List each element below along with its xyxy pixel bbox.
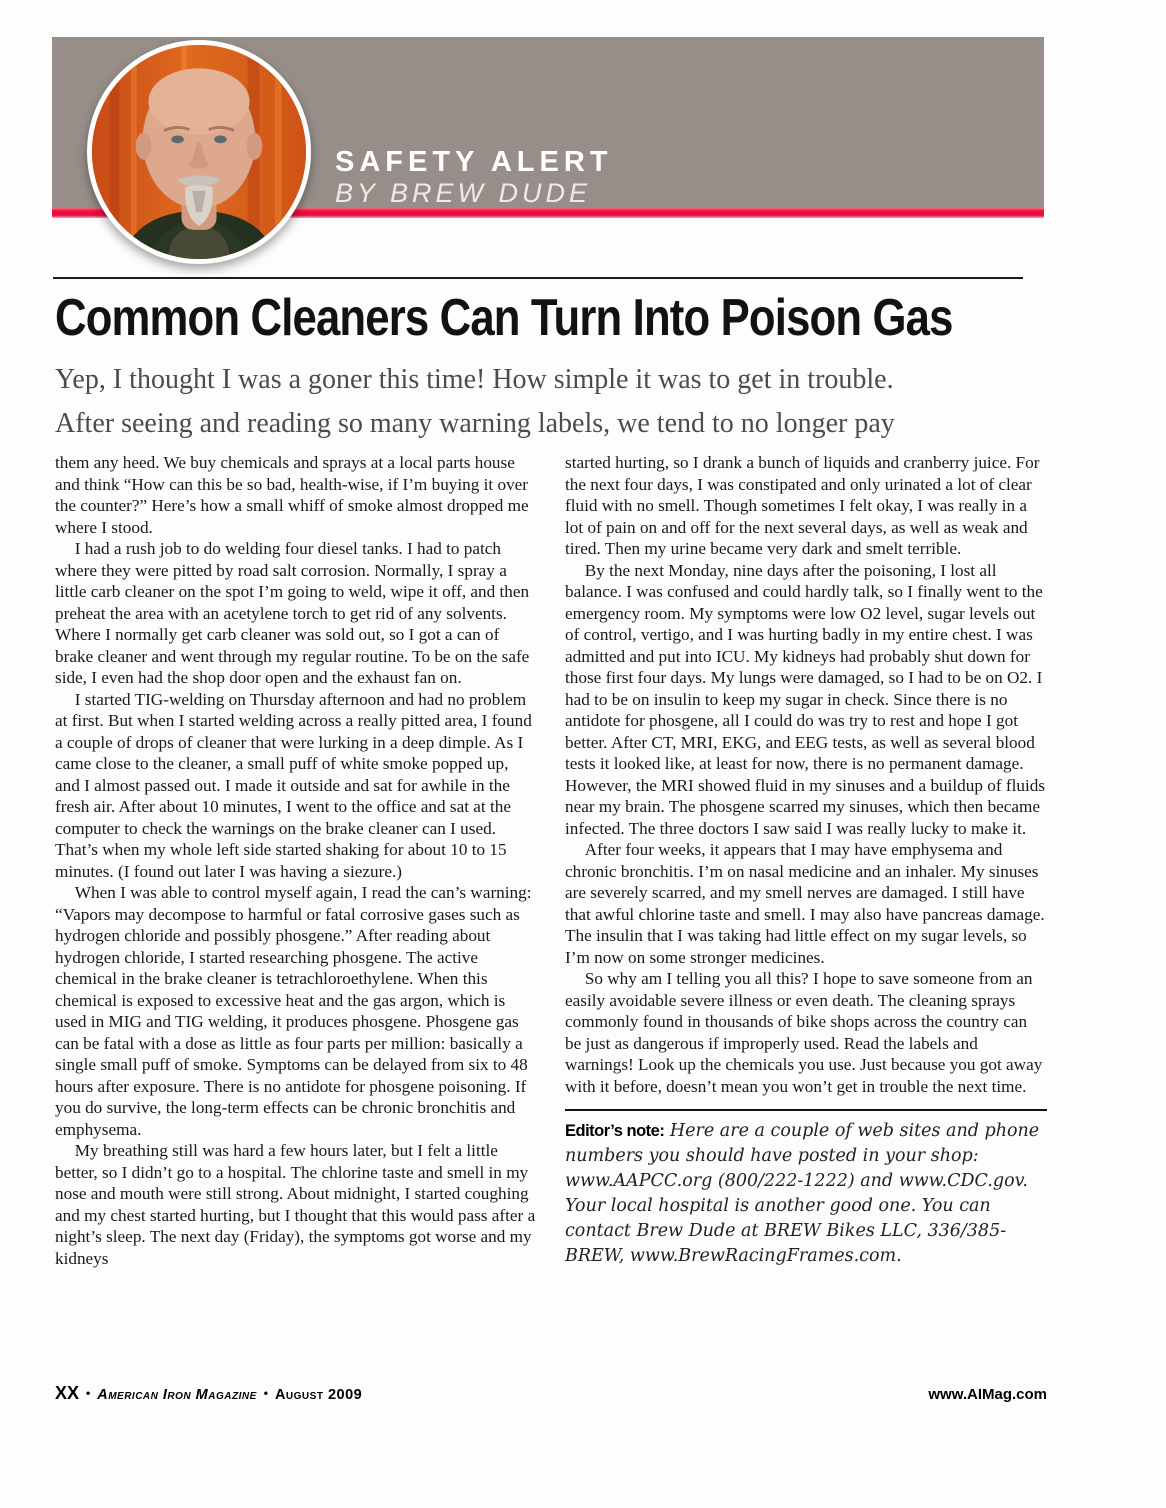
body-paragraph: By the next Monday, nine days after the poisoning, I lost all balance. I was confused and could hardly talk, so I finally went to the emergency room. My symptoms were low O2 level, sugar levels out of control, vertigo, and I was hurting badly in my entire chest. I was admitted and put into ICU. My kidneys had probably shut down for those first four days. My lungs were damaged, so I had to be on O2. I had to be on insulin to keep my sugar in check. Since there is no antidote for phosgene, all I could do was try to rest and hope I got better. After CT, MRI, EKG, and EEG tests, as well as several blood tests it looked like, at least for now, there is no permanent damage. However, the MRI showed fluid in my sinuses and a buildup of fluids near my brain. The phosgene scarred my sinuses, which then became infected. The three doctors I saw said I was really lucky to make it. — [565, 560, 1046, 838]
body-paragraph: I started TIG-welding on Thursday afternoon and had no problem at first. But when I started welding across a really pitted area, I found a couple of drops of cleaner that were lurking in a deep dimple. As I came close to the cleaner, a small puff of white smoke popped up, and I almost passed out. I made it outside and sat for awhile in the fresh air. After about 10 minutes, I went to the office and sat at the computer to check the warnings on the brake cleaner can I used. That’s when my whole left side started shaking for about 10 to 15 minutes. (I found out later I was having a siezure.) — [55, 689, 532, 881]
body-paragraph: So why am I telling you all this? I hope to save someone from an easily avoidable severe illness or even death. The cleaning sprays commonly found in thousands of bike shops across the country can be just as dangerous if improperly used. Read the labels and warnings! Look up the chemicals you use. Just because you got away with it before, doesn’t mean you won’t get in trouble the next time. — [565, 969, 1043, 1096]
article-deck — [55, 358, 1055, 446]
column-title: SAFETY ALERT — [335, 146, 613, 178]
author-portrait-photo — [87, 40, 311, 264]
article-body — [55, 452, 1047, 1269]
body-paragraph: When I was able to control myself again, I read the can’s warning: “Vapors may decompose to harmful or fatal corrosive gases such as hydrogen chloride and possibly phosgene.” After reading about hydrogen chloride, I started researching phosgene. The active chemical in the brake cleaner is tetrachloroethylene. When this chemical is exposed to excessive heat and the gas argon, which is used in MIG and TIG welding, it produces phosgene. Phosgene gas can be fatal with a dose as little as four parts per million: basically a single small puff of smoke. Symptoms can be delayed from six to 48 hours after exposure. There is no antidote for phosgene poisoning. If you do survive, the long-term effects can be chronic bronchitis and emphysema. — [55, 883, 532, 1139]
article-column-left — [55, 452, 537, 1269]
header-banner-text — [335, 148, 613, 207]
deck-line: After seeing and reading so many warning labels, we tend to no longer pay — [55, 408, 895, 439]
editors-note-text: Here are a couple of web sites and phone numbers you should have posted in your shop: www.AAPCC.org (800/222-1222) and www.CDC.gov. Your local hospital is another good one. You can contact Brew Dude at BREW Bikes LLC, 336/385-BREW, www.BrewRacingFrames.com. — [565, 1121, 1040, 1266]
page-footer — [55, 1383, 1047, 1404]
editors-note — [565, 1109, 1047, 1269]
article-headline: Common Cleaners Can Turn Into Poison Gas — [55, 289, 953, 347]
footer-website: www.AIMag.com — [928, 1386, 1047, 1403]
deck-line: Yep, I thought I was a goner this time! How simple it was to get in trouble. — [55, 364, 894, 395]
article-column-right-paragraphs — [565, 452, 1047, 1097]
body-paragraph: My breathing still was hard a few hours later, but I felt a little better, so I didn’t go to a hospital. The chlorine taste and smell in my nose and mouth were still strong. About midnight, I started coughing and my chest started hurting, but I thought that this would pass after a night’s sleep. The next day (Friday), the symptoms got worse and my kidneys — [55, 1141, 536, 1268]
editors-note-label: Editor’s note: — [565, 1122, 665, 1140]
footer-magazine-name: American Iron Magazine — [97, 1387, 257, 1403]
footer-separator: • — [86, 1386, 91, 1400]
article-column-right — [565, 452, 1047, 1269]
body-paragraph: started hurting, so I drank a bunch of liquids and cranberry juice. For the next four days, I was constipated and only urinated a lot of clear fluid with no smell. Though sometimes I felt okay, I was really in a lot of pain on and off for the next several days, as well as weak and tired. Then my urine became very dark and smelt terrible. — [565, 453, 1040, 558]
body-paragraph: I had a rush job to do welding four diesel tanks. I had to patch where they were pitted by road salt corrosion. Normally, I spray a little carb cleaner on the spot I’m going to weld, wipe it off, and then preheat the area with an acetylene torch to get rid of any solvents. Where I normally get carb cleaner was sold out, so I got a can of brake cleaner and went through my regular routine. To be on the safe side, I even had the shop door open and the exhaust fan on. — [55, 539, 530, 687]
body-paragraph: them any heed. We buy chemicals and sprays at a local parts house and think “How can this be so bad, health-wise, if I’m buying it over the counter?” Here’s how a small whiff of smoke almost dropped me where I stood. — [55, 453, 529, 537]
column-byline: BY BREW DUDE — [335, 178, 592, 208]
footer-issue-date: August 2009 — [274, 1387, 363, 1403]
footer-separator: • — [263, 1386, 268, 1400]
headline-top-rule — [53, 277, 1023, 279]
footer-page-number: XX — [55, 1383, 80, 1403]
portrait-illustration — [92, 45, 306, 259]
body-paragraph: After four weeks, it appears that I may have emphysema and chronic bronchitis. I’m on nasal medicine and an inhaler. My sinuses are severely scarred, and my smell nerves are damaged. I still have that awful chlorine taste and smell. I may also have pancreas damage. The insulin that I was taking had little effect on my sugar levels, so I’m now on some stronger medicines. — [565, 840, 1045, 967]
footer-left — [55, 1383, 362, 1404]
